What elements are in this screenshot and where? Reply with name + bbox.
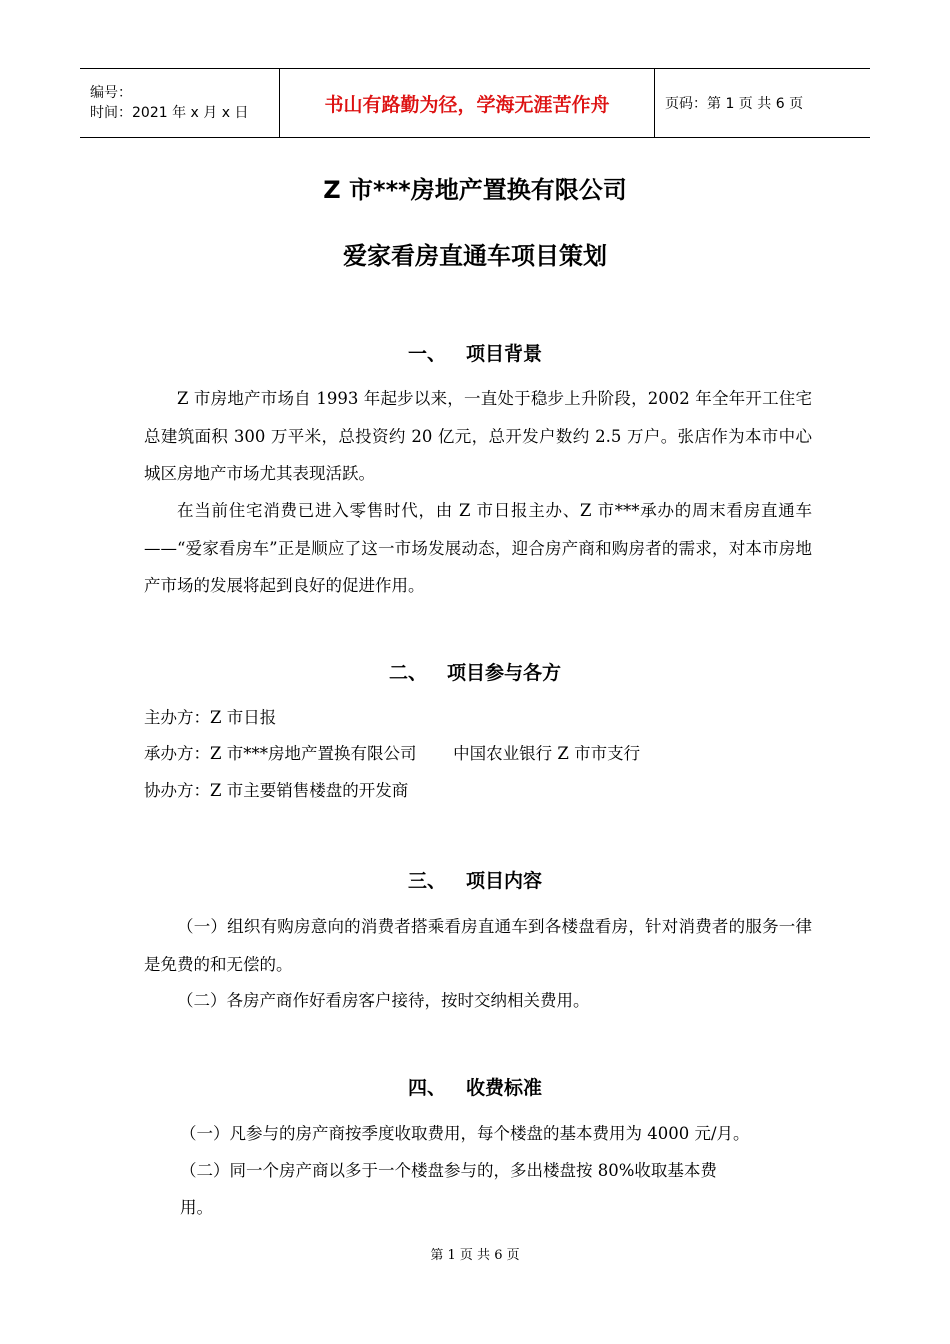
document-date: 时间：2021 年 x 月 x 日 [90, 105, 249, 121]
section-number: 一、 [407, 343, 446, 365]
section-number: 四、 [407, 1077, 446, 1099]
section-title: 收费标准 [466, 1077, 543, 1099]
header-page-info: 页码：第 1 页 共 6 页 [665, 96, 804, 112]
section-title: 项目内容 [466, 870, 543, 892]
background-paragraph-2: 在当前住宅消费已进入零售时代，由 Z 市日报主办、Z 市***承办的周末看房直通车——“爱家看房车”正是顺应了这一市场发展动态，迎合房产商和购房者的需求，对本市房地产市场的发展将起到良好的促进作用。 [144, 501, 812, 595]
section-title: 项目参与各方 [447, 662, 562, 684]
section-heading-content [0, 866, 950, 893]
section-heading-background [0, 339, 950, 366]
party-organizer: 承办方：Z 市***房地产置换有限公司 中国农业银行 Z 市市支行 [144, 744, 641, 763]
document-number: 编号： [90, 85, 132, 101]
section-heading-fees [0, 1073, 950, 1100]
header-meta [80, 69, 280, 137]
header-motto: 书山有路勤为径，学海无涯苦作舟 [280, 69, 655, 137]
party-host: 主办方：Z 市日报 [144, 708, 277, 727]
fee-item-1: （一）凡参与的房产商按季度收取费用，每个楼盘的基本费用为 4000 元/月。 [180, 1124, 750, 1143]
fee-item-2: （二）同一个房产商以多于一个楼盘参与的，多出楼盘按 80%收取基本费 [180, 1161, 717, 1180]
section-number: 二、 [388, 662, 427, 684]
fee-item-2-continued: 用。 [180, 1198, 213, 1217]
background-paragraph-1: Z 市房地产市场自 1993 年起步以来，一直处于稳步上升阶段，2002 年全年开工住宅总建筑面积 300 万平米，总投资约 20 亿元，总开发户数约 2.5 万户。张店作为本市中心城区房地产市场尤其表现活跃。 [144, 389, 812, 483]
page-footer: 第 1 页 共 6 页 [430, 1248, 520, 1263]
project-title: 爱家看房直通车项目策划 [343, 242, 607, 270]
page-header [80, 68, 870, 138]
section-number: 三、 [407, 870, 446, 892]
party-co-organizer: 协办方：Z 市主要销售楼盘的开发商 [144, 781, 409, 800]
section-title: 项目背景 [466, 343, 543, 365]
company-title: Z 市***房地产置换有限公司 [323, 176, 627, 204]
section-heading-parties [0, 658, 950, 685]
content-item-1: （一）组织有购房意向的消费者搭乘看房直通车到各楼盘看房，针对消费者的服务一律是免费的和无偿的。 [144, 917, 812, 974]
content-item-2: （二）各房产商作好看房客户接待，按时交纳相关费用。 [177, 991, 590, 1010]
